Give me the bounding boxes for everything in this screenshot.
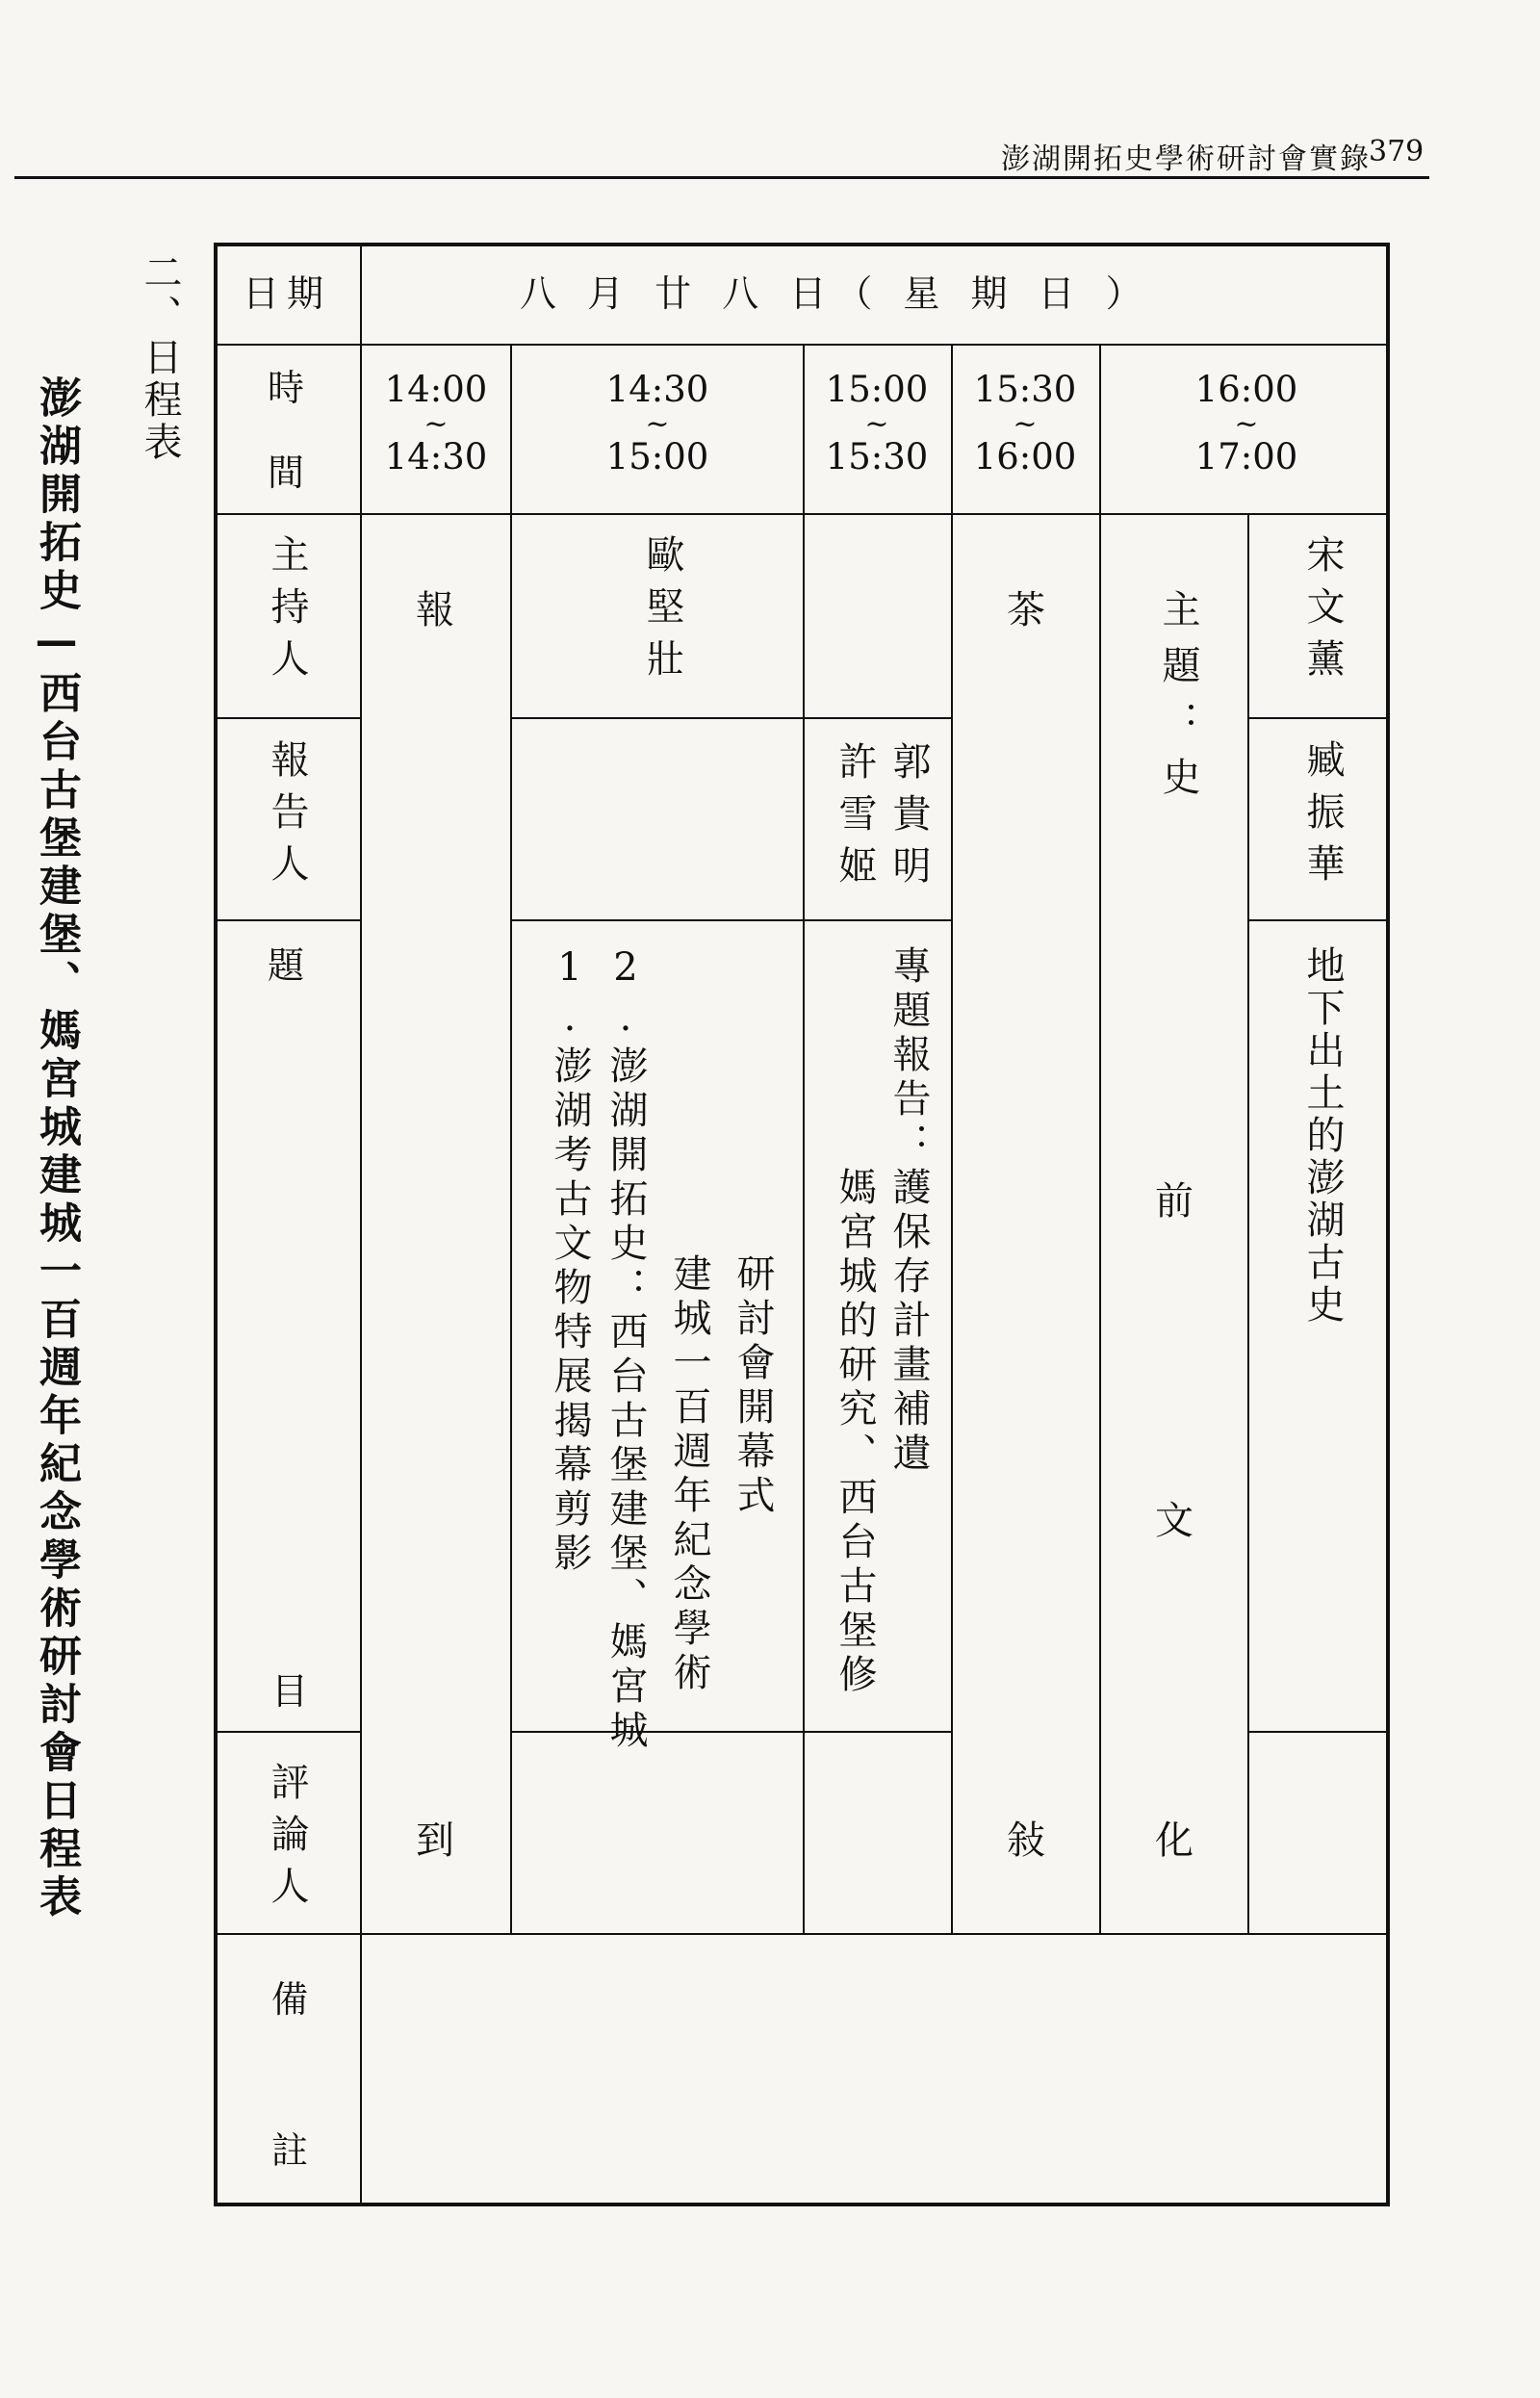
col2-topic-line3: 建城一百週年紀念學術 [667, 1253, 711, 1696]
col-line-5 [1247, 515, 1249, 1935]
col5-theme: 主題：史 [1156, 589, 1200, 812]
time-sep: ~ [645, 406, 670, 441]
table-border-right [1386, 243, 1390, 2206]
section-label: 二、日程表 [138, 252, 182, 464]
label-topic-1: 題 [268, 944, 305, 987]
date-value: 八 月 廿 八 日（ 星 期 日 ） [520, 272, 1152, 315]
time-sep: ~ [864, 406, 889, 441]
time-slot-5 [1174, 370, 1319, 477]
time-slot-4 [953, 370, 1097, 477]
time-slot-3 [805, 370, 949, 477]
label-reporter: 報告人 [265, 739, 309, 895]
col2-topic-line2: 2.澎湖開拓史：西台古堡建堡、媽宮城 [603, 945, 648, 1754]
col1-bottom: 到 [416, 1818, 454, 1863]
col3-reporter-2: 許雪姬 [833, 741, 877, 897]
col6-topic: 地下出土的澎湖古史 [1300, 945, 1345, 1327]
col2-host: 歐堅壯 [640, 534, 684, 690]
row-line-topic-c2c3 [510, 1731, 951, 1733]
label-date: 日期 [243, 272, 332, 315]
side-title: 澎湖開拓史—西台古堡建堡、媽宮城建城一百週年紀念學術研討會日程表 [32, 375, 81, 1922]
time-start: 15:00 [825, 369, 929, 410]
row-line-host-c2c3 [510, 717, 951, 719]
time-end: 15:00 [605, 435, 709, 477]
col2-topic-line4: 1.澎湖考古文物特展揭幕剪影 [548, 945, 592, 1577]
table-border-top [214, 243, 1390, 246]
col1-top: 報 [416, 588, 454, 632]
time-start: 14:30 [605, 369, 709, 410]
time-start: 15:30 [973, 369, 1077, 410]
time-slot-1 [364, 370, 508, 477]
table-border-bottom [214, 2203, 1390, 2206]
row-line-host-label [214, 717, 362, 719]
table-border-left [214, 243, 218, 2206]
col-line-3 [951, 344, 953, 1935]
row-line-time [214, 513, 1390, 515]
time-sep: ~ [1234, 406, 1259, 441]
time-start: 14:00 [384, 369, 488, 410]
col-line-1 [510, 344, 512, 1935]
time-sep: ~ [1013, 406, 1038, 441]
time-end: 14:30 [384, 435, 488, 477]
page-number: 379 [1369, 135, 1424, 168]
row-line-host-c6 [1247, 717, 1390, 719]
row-line-reporter-c6 [1247, 919, 1390, 921]
time-end: 17:00 [1194, 435, 1298, 477]
col6-host: 宋文薰 [1300, 534, 1345, 690]
header-rule [14, 176, 1429, 179]
label-topic-2: 目 [271, 1670, 309, 1713]
label-commentator: 評論人 [265, 1762, 309, 1918]
label-time-2: 間 [268, 451, 305, 494]
label-remarks-1: 備 [271, 1978, 309, 2021]
col5-char-2: 文 [1155, 1499, 1194, 1543]
label-host: 主持人 [265, 534, 309, 690]
row-line-topic-c6 [1247, 1731, 1390, 1733]
time-end: 15:30 [825, 435, 929, 477]
row-line-reporter-c2c3 [510, 919, 951, 921]
row-line-commentator [214, 1933, 1390, 1935]
time-slot-2 [585, 370, 730, 477]
col4-bottom: 敍 [1007, 1818, 1045, 1863]
col4-top: 茶 [1007, 588, 1045, 632]
time-start: 16:00 [1194, 369, 1298, 410]
col5-char-3: 化 [1155, 1818, 1194, 1863]
col-line-4 [1099, 344, 1101, 1935]
row-line-topic-label [214, 1731, 362, 1733]
col3-topic-line1: 專題報告：護保存計畫補遺 [886, 945, 931, 1477]
row-line-date [214, 344, 1390, 346]
label-col-line [360, 243, 362, 2206]
col5-char-1: 前 [1155, 1179, 1194, 1224]
col3-topic-line2: 媽宮城的研究、西台古堡修 [833, 1167, 877, 1698]
col3-reporter-1: 郭貴明 [886, 741, 931, 897]
col6-reporter: 臧振華 [1300, 739, 1345, 895]
col2-topic-line1: 研討會開幕式 [731, 1253, 775, 1519]
row-line-reporter-label [214, 919, 362, 921]
col-line-2 [803, 344, 805, 1935]
time-end: 16:00 [973, 435, 1077, 477]
label-remarks-2: 註 [271, 2129, 309, 2172]
time-sep: ~ [424, 406, 449, 441]
label-time-1: 時 [268, 367, 305, 409]
running-title: 澎湖開拓史學術研討會實錄 [1001, 142, 1371, 176]
